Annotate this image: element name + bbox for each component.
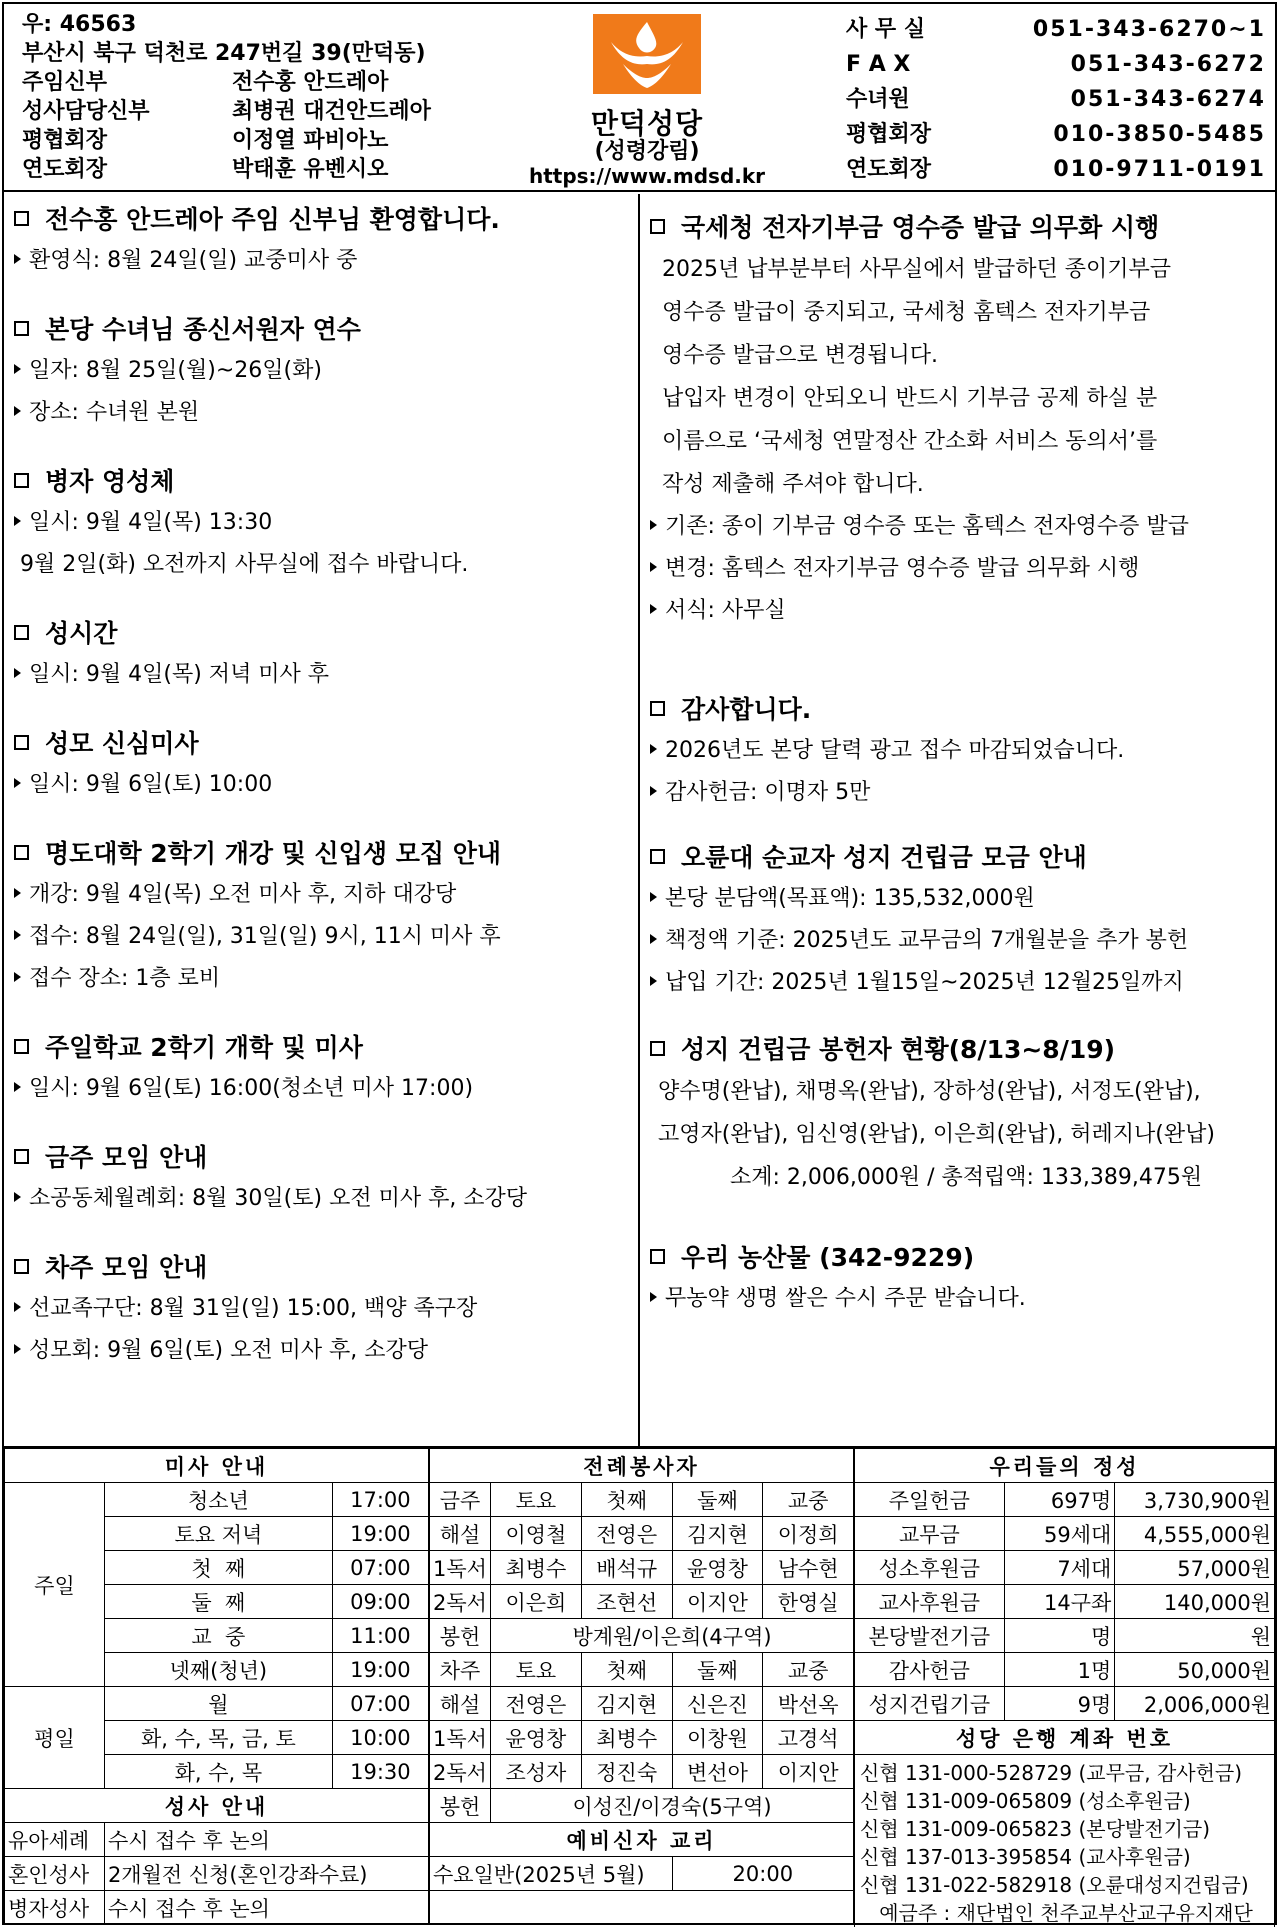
liturgy-cell: 전영은	[490, 1687, 581, 1721]
contact-row	[846, 152, 1266, 187]
offering-amount: 140,000원	[1115, 1585, 1275, 1619]
parish-info-row	[22, 155, 542, 184]
checkbox-square-icon	[14, 473, 29, 488]
liturgy-cell: 전영은	[581, 1517, 672, 1551]
liturgy-cell: 이영철	[490, 1517, 581, 1551]
mass-name: 월	[104, 1687, 332, 1721]
contact-row	[846, 12, 1266, 47]
offering-count: 명	[1004, 1619, 1115, 1653]
sacrament-name: 유아세례	[5, 1823, 105, 1857]
church-name: 만덕성당	[590, 107, 704, 140]
mass-time: 07:00	[332, 1687, 428, 1721]
paragraph-line: 영수증 발급이 중지되고, 국세청 홈텍스 전자기부금	[662, 300, 1151, 325]
liturgy-role: 해설	[430, 1687, 491, 1721]
donor-line: 양수명(완납), 채명옥(완납), 장하성(완납), 서정도(완납),	[658, 1079, 1201, 1104]
offering-count: 14구좌	[1004, 1585, 1115, 1619]
parish-info-row	[22, 68, 542, 97]
mass-name: 청소년	[104, 1483, 332, 1517]
checkbox-square-icon	[650, 849, 665, 864]
mass-name: 넷째(청년)	[104, 1653, 332, 1687]
section-line: 기존: 종이 기부금 영수증 또는 홈텍스 전자영수증 발급	[665, 514, 1189, 539]
parish-info	[22, 10, 542, 184]
section-title: 병자 영성체	[45, 467, 175, 496]
bullet-triangle-icon	[14, 972, 21, 982]
checkbox-square-icon	[650, 219, 665, 234]
checkbox-square-icon	[650, 1249, 665, 1264]
section-next-week-meetings	[14, 1244, 477, 1372]
bullet-triangle-icon	[650, 934, 657, 944]
bullet-triangle-icon	[14, 1302, 21, 1312]
parish-info-value: 박태훈 유벤시오	[232, 157, 389, 182]
mass-time: 09:00	[332, 1585, 428, 1619]
liturgy-header-cell: 첫째	[581, 1483, 672, 1517]
bullet-triangle-icon	[14, 1192, 21, 1202]
mass-time: 10:00	[332, 1721, 428, 1755]
bank-title: 성당 은행 계좌 번호	[855, 1721, 1275, 1755]
section-title: 전수홍 안드레아 주임 신부님 환영합니다.	[45, 205, 500, 234]
section-title: 차주 모임 안내	[45, 1253, 208, 1282]
bullet-triangle-icon	[14, 668, 21, 678]
offering-name: 감사헌금	[855, 1653, 1005, 1687]
bank-account: 신협 131-009-065823 (본당발전기금)	[860, 1817, 1211, 1841]
contact-number[interactable]: 010-9711-0191	[1053, 157, 1266, 182]
liturgy-cell: 윤영창	[490, 1721, 581, 1755]
section-line: 일시: 9월 6일(토) 10:00	[29, 772, 273, 797]
offering-amount: 4,555,000원	[1115, 1517, 1275, 1551]
bullet-triangle-icon	[650, 786, 657, 796]
section-note: 9월 2일(화) 오전까지 사무실에 접수 바랍니다.	[20, 552, 469, 577]
section-holy-hour	[14, 610, 329, 696]
contact-number[interactable]: 010-3850-5485	[1053, 122, 1266, 147]
parish-info-label: 주임신부	[22, 70, 108, 95]
paragraph-line: 작성 제출해 주셔야 합니다.	[662, 472, 924, 497]
section-line: 소공동체월례회: 8월 30일(토) 오전 미사 후, 소강당	[29, 1186, 528, 1211]
bullet-triangle-icon	[650, 976, 657, 986]
bullet-triangle-icon	[14, 516, 21, 526]
contact-number[interactable]: 051-343-6272	[1070, 52, 1266, 77]
mass-time: 11:00	[332, 1619, 428, 1653]
sunday-label: 주일	[5, 1483, 105, 1687]
checkbox-square-icon	[14, 1149, 29, 1164]
section-welcome	[14, 196, 500, 282]
contact-number[interactable]: 051-343-6270~1	[1032, 17, 1266, 42]
section-shrine-fund	[650, 834, 1188, 1004]
bullet-triangle-icon	[650, 520, 657, 530]
section-title: 성시간	[45, 619, 118, 648]
parish-info-value: 최병권 대건안드레아	[232, 99, 431, 124]
section-title: 우리 농산물 (342-9229)	[681, 1243, 975, 1272]
paragraph-line: 영수증 발급으로 변경됩니다.	[662, 343, 939, 368]
checkbox-square-icon	[14, 211, 29, 226]
parish-info-label: 성사담당신부	[22, 99, 150, 124]
offering-amount: 원	[1115, 1619, 1275, 1653]
section-line: 개강: 9월 4일(목) 오전 미사 후, 지하 대강당	[29, 882, 457, 907]
section-title: 주일학교 2학기 개학 및 미사	[45, 1033, 363, 1062]
church-logo-icon	[593, 14, 701, 94]
contact-row	[846, 47, 1266, 82]
donor-total: 소계: 2,006,000원 / 총적립액: 133,389,475원	[730, 1165, 1203, 1190]
checkbox-square-icon	[650, 701, 665, 716]
bullet-triangle-icon	[14, 364, 21, 374]
offering-amount: 50,000원	[1115, 1653, 1275, 1687]
mass-time: 17:00	[332, 1483, 428, 1517]
offering-name: 주일헌금	[855, 1483, 1005, 1517]
section-line: 일시: 9월 4일(목) 13:30	[29, 510, 273, 535]
section-title: 본당 수녀님 종신서원자 연수	[45, 315, 361, 344]
section-line: 장소: 수녀원 본원	[29, 400, 200, 425]
contact-label: 평협회장	[846, 122, 932, 147]
bullet-triangle-icon	[650, 562, 657, 572]
liturgy-cell: 최병수	[581, 1721, 672, 1755]
liturgy-role: 봉헌	[430, 1789, 491, 1823]
liturgy-offering: 방계원/이은희(4구역)	[490, 1619, 853, 1653]
parish-info-row	[22, 10, 542, 39]
liturgy-header-cell: 교중	[763, 1483, 854, 1517]
contact-row	[846, 117, 1266, 152]
offering-name: 본당발전기금	[855, 1619, 1005, 1653]
catechumen-class: 수요일반(2025년 5월)	[430, 1857, 673, 1891]
liturgy-cell: 이정희	[763, 1517, 854, 1551]
section-title: 금주 모임 안내	[45, 1143, 208, 1172]
liturgy-cell: 최병수	[490, 1551, 581, 1585]
liturgy-title: 전례봉사자	[430, 1449, 854, 1483]
bullet-triangle-icon	[14, 1344, 21, 1354]
liturgy-header-cell: 토요	[490, 1653, 581, 1687]
section-line: 변경: 홈텍스 전자기부금 영수증 발급 의무화 시행	[665, 556, 1140, 581]
bank-account: 신협 131-022-582918 (오륜대성지건립금)	[860, 1873, 1249, 1897]
section-title: 성모 신심미사	[45, 729, 199, 758]
liturgy-role: 봉헌	[430, 1619, 491, 1653]
right-column	[642, 194, 1275, 1446]
mass-time: 07:00	[332, 1551, 428, 1585]
offering-count: 7세대	[1004, 1551, 1115, 1585]
section-farm-products	[650, 1234, 1026, 1320]
liturgy-cell: 이창원	[672, 1721, 763, 1755]
section-college	[14, 830, 501, 1000]
liturgy-role: 2독서	[430, 1755, 491, 1789]
section-title: 성지 건립금 봉헌자 현황(8/13~8/19)	[681, 1035, 1116, 1064]
checkbox-square-icon	[650, 1041, 665, 1056]
section-title: 감사합니다.	[681, 695, 812, 724]
liturgy-cell: 조성자	[490, 1755, 581, 1789]
liturgy-cell: 배석규	[581, 1551, 672, 1585]
liturgy-header-cell: 교중	[763, 1653, 854, 1687]
section-title: 명도대학 2학기 개강 및 신입생 모집 안내	[45, 839, 502, 868]
liturgy-cell: 이지안	[672, 1585, 763, 1619]
offering-count: 59세대	[1004, 1517, 1115, 1551]
sacrament-value: 수시 접수 후 논의	[104, 1823, 428, 1857]
liturgy-offering: 이성진/이경숙(5구역)	[490, 1789, 853, 1823]
section-line: 감사헌금: 이명자 5만	[665, 780, 871, 805]
offering-name: 성소후원금	[855, 1551, 1005, 1585]
liturgy-cell: 정진숙	[581, 1755, 672, 1789]
offerings-table	[854, 1448, 1275, 1927]
sacrament-name: 혼인성사	[5, 1857, 105, 1891]
sacrament-name: 병자성사	[5, 1891, 105, 1925]
liturgy-header-cell: 첫째	[581, 1653, 672, 1687]
liturgy-role: 해설	[430, 1517, 491, 1551]
sacrament-value: 수시 접수 후 논의	[104, 1891, 428, 1925]
parish-info-row	[22, 39, 542, 68]
section-title: 오륜대 순교자 성지 건립금 모금 안내	[681, 843, 1087, 872]
bottom-tables	[4, 1446, 1275, 1923]
mass-time: 19:00	[332, 1517, 428, 1551]
church-website-link[interactable]: https://www.mdsd.kr	[528, 164, 766, 188]
sacrament-title: 성사 안내	[5, 1789, 429, 1823]
paragraph-line: 이름으로 ‘국세청 연말정산 간소화 서비스 동의서’를	[662, 429, 1158, 454]
parish-info-label: 부산시 북구 덕천로 247번길 39(만덕동)	[22, 41, 426, 66]
contact-label: 사 무 실	[846, 17, 926, 42]
contact-number[interactable]: 051-343-6274	[1070, 87, 1266, 112]
parish-info-row	[22, 97, 542, 126]
parish-info-label: 우: 46563	[22, 12, 137, 37]
bullet-triangle-icon	[14, 888, 21, 898]
section-line: 2026년도 본당 달력 광고 접수 마감되었습니다.	[665, 738, 1125, 763]
liturgy-cell: 한영실	[763, 1585, 854, 1619]
contact-list	[846, 12, 1266, 187]
liturgy-servers-table	[429, 1448, 854, 1925]
bullet-triangle-icon	[14, 930, 21, 940]
section-line: 일시: 9월 4일(목) 저녁 미사 후	[29, 662, 330, 687]
contact-label: 연도회장	[846, 157, 932, 182]
catechumen-time: 20:00	[672, 1857, 853, 1891]
offering-name: 교무금	[855, 1517, 1005, 1551]
mass-name: 화, 수, 목, 금, 토	[104, 1721, 332, 1755]
section-line: 일자: 8월 25일(월)~26일(화)	[29, 358, 322, 383]
offering-name: 교사후원금	[855, 1585, 1005, 1619]
weekday-label: 평일	[5, 1687, 105, 1789]
checkbox-square-icon	[14, 735, 29, 750]
mass-name: 둘 째	[104, 1585, 332, 1619]
liturgy-header-cell: 금주	[430, 1483, 491, 1517]
offering-amount: 2,006,000원	[1115, 1687, 1275, 1721]
sacrament-value: 2개월전 신청(혼인강좌수료)	[104, 1857, 428, 1891]
liturgy-cell: 신은진	[672, 1687, 763, 1721]
liturgy-header-cell: 토요	[490, 1483, 581, 1517]
liturgy-header-cell: 차주	[430, 1653, 491, 1687]
bullet-triangle-icon	[650, 1292, 657, 1302]
parish-info-label: 연도회장	[22, 157, 108, 182]
liturgy-header-cell: 둘째	[672, 1653, 763, 1687]
parish-info-label: 평협회장	[22, 128, 108, 153]
offering-name: 성지건립기금	[855, 1687, 1005, 1721]
section-sick-communion	[14, 458, 468, 586]
liturgy-cell: 윤영창	[672, 1551, 763, 1585]
liturgy-cell: 이지안	[763, 1755, 854, 1789]
mass-name: 첫 째	[104, 1551, 332, 1585]
bank-holder: 예금주 : 재단법인 천주교부산교구유지재단	[879, 1901, 1253, 1925]
section-sunday-school	[14, 1024, 473, 1110]
bullet-triangle-icon	[14, 1082, 21, 1092]
liturgy-cell: 박선옥	[763, 1687, 854, 1721]
liturgy-cell: 변선아	[672, 1755, 763, 1789]
section-line: 접수: 8월 24일(일), 31일(일) 9시, 11시 미사 후	[29, 924, 501, 949]
section-line: 납입 기간: 2025년 1월15일~2025년 12월25일까지	[665, 970, 1184, 995]
bullet-triangle-icon	[14, 778, 21, 788]
liturgy-cell: 조현선	[581, 1585, 672, 1619]
section-tax-receipt	[650, 204, 1189, 632]
section-sister-retreat	[14, 306, 361, 434]
liturgy-cell: 남수현	[763, 1551, 854, 1585]
liturgy-role: 1독서	[430, 1721, 491, 1755]
section-marian-mass	[14, 720, 272, 806]
bullet-triangle-icon	[14, 406, 21, 416]
bulletin-page	[2, 2, 1277, 1925]
section-line: 책정액 기준: 2025년도 교무금의 7개월분을 추가 봉헌	[665, 928, 1189, 953]
bullet-triangle-icon	[14, 254, 21, 264]
parish-info-row	[22, 126, 542, 155]
bullet-triangle-icon	[650, 744, 657, 754]
donor-line: 고영자(완납), 임신영(완납), 이은희(완납), 허레지나(완납)	[658, 1122, 1215, 1147]
section-line: 일시: 9월 6일(토) 16:00(청소년 미사 17:00)	[29, 1076, 474, 1101]
offering-amount: 3,730,900원	[1115, 1483, 1275, 1517]
section-line: 본당 분담액(목표액): 135,532,000원	[665, 886, 1035, 911]
contact-row	[846, 82, 1266, 117]
mass-name: 교 중	[104, 1619, 332, 1653]
bank-account: 신협 131-009-065809 (성소후원금)	[860, 1789, 1191, 1813]
liturgy-cell: 고경석	[763, 1721, 854, 1755]
church-subtitle: (성령강림)	[594, 139, 700, 164]
bank-accounts	[855, 1755, 1275, 1927]
parish-info-value: 전수홍 안드레아	[232, 70, 389, 95]
paragraph-line: 2025년 납부분부터 사무실에서 발급하던 종이기부금	[662, 257, 1172, 282]
section-line: 접수 장소: 1층 로비	[29, 966, 221, 991]
section-thanks	[650, 686, 1124, 814]
offering-amount: 57,000원	[1115, 1551, 1275, 1585]
mass-schedule-table	[4, 1448, 429, 1925]
liturgy-cell: 김지현	[672, 1517, 763, 1551]
bullet-triangle-icon	[650, 604, 657, 614]
offering-count: 9명	[1004, 1687, 1115, 1721]
parish-info-value: 이정열 파비아노	[232, 128, 389, 153]
bulletin-header	[4, 4, 1275, 192]
left-column	[4, 194, 640, 1446]
liturgy-header-cell: 둘째	[672, 1483, 763, 1517]
offering-count: 1명	[1004, 1653, 1115, 1687]
section-this-week-meetings	[14, 1134, 527, 1220]
section-donors	[650, 1026, 1215, 1199]
section-line: 성모회: 9월 6일(토) 오전 미사 후, 소강당	[29, 1338, 429, 1363]
mass-name: 화, 수, 목	[104, 1755, 332, 1789]
liturgy-cell: 김지현	[581, 1687, 672, 1721]
paragraph-line: 납입자 변경이 안되오니 반드시 기부금 공제 하실 분	[662, 386, 1158, 411]
bullet-triangle-icon	[650, 892, 657, 902]
contact-label: 수녀원	[846, 87, 910, 112]
section-line: 선교족구단: 8월 31일(일) 15:00, 백양 족구장	[29, 1296, 478, 1321]
checkbox-square-icon	[14, 321, 29, 336]
church-logo-block	[512, 14, 782, 189]
checkbox-square-icon	[14, 625, 29, 640]
liturgy-role: 1독서	[430, 1551, 491, 1585]
liturgy-cell: 이은희	[490, 1585, 581, 1619]
bank-account: 신협 131-000-528729 (교무금, 감사헌금)	[860, 1761, 1243, 1785]
section-line: 무농약 생명 쌀은 수시 주문 받습니다.	[665, 1286, 1026, 1311]
contact-label: F A X	[846, 52, 911, 77]
mass-time: 19:00	[332, 1653, 428, 1687]
section-line: 환영식: 8월 24일(일) 교중미사 중	[29, 248, 358, 273]
mass-title: 미사 안내	[5, 1449, 429, 1483]
bank-account: 신협 137-013-395854 (교사후원금)	[860, 1845, 1191, 1869]
checkbox-square-icon	[14, 1259, 29, 1274]
mass-name: 토요 저녁	[104, 1517, 332, 1551]
offerings-title: 우리들의 정성	[855, 1449, 1275, 1483]
liturgy-role: 2독서	[430, 1585, 491, 1619]
mass-time: 19:30	[332, 1755, 428, 1789]
section-title: 국세청 전자기부금 영수증 발급 의무화 시행	[681, 213, 1160, 242]
catechumen-title: 예비신자 교리	[430, 1823, 854, 1857]
checkbox-square-icon	[14, 845, 29, 860]
offering-count: 697명	[1004, 1483, 1115, 1517]
checkbox-square-icon	[14, 1039, 29, 1054]
section-line: 서식: 사무실	[665, 598, 786, 623]
